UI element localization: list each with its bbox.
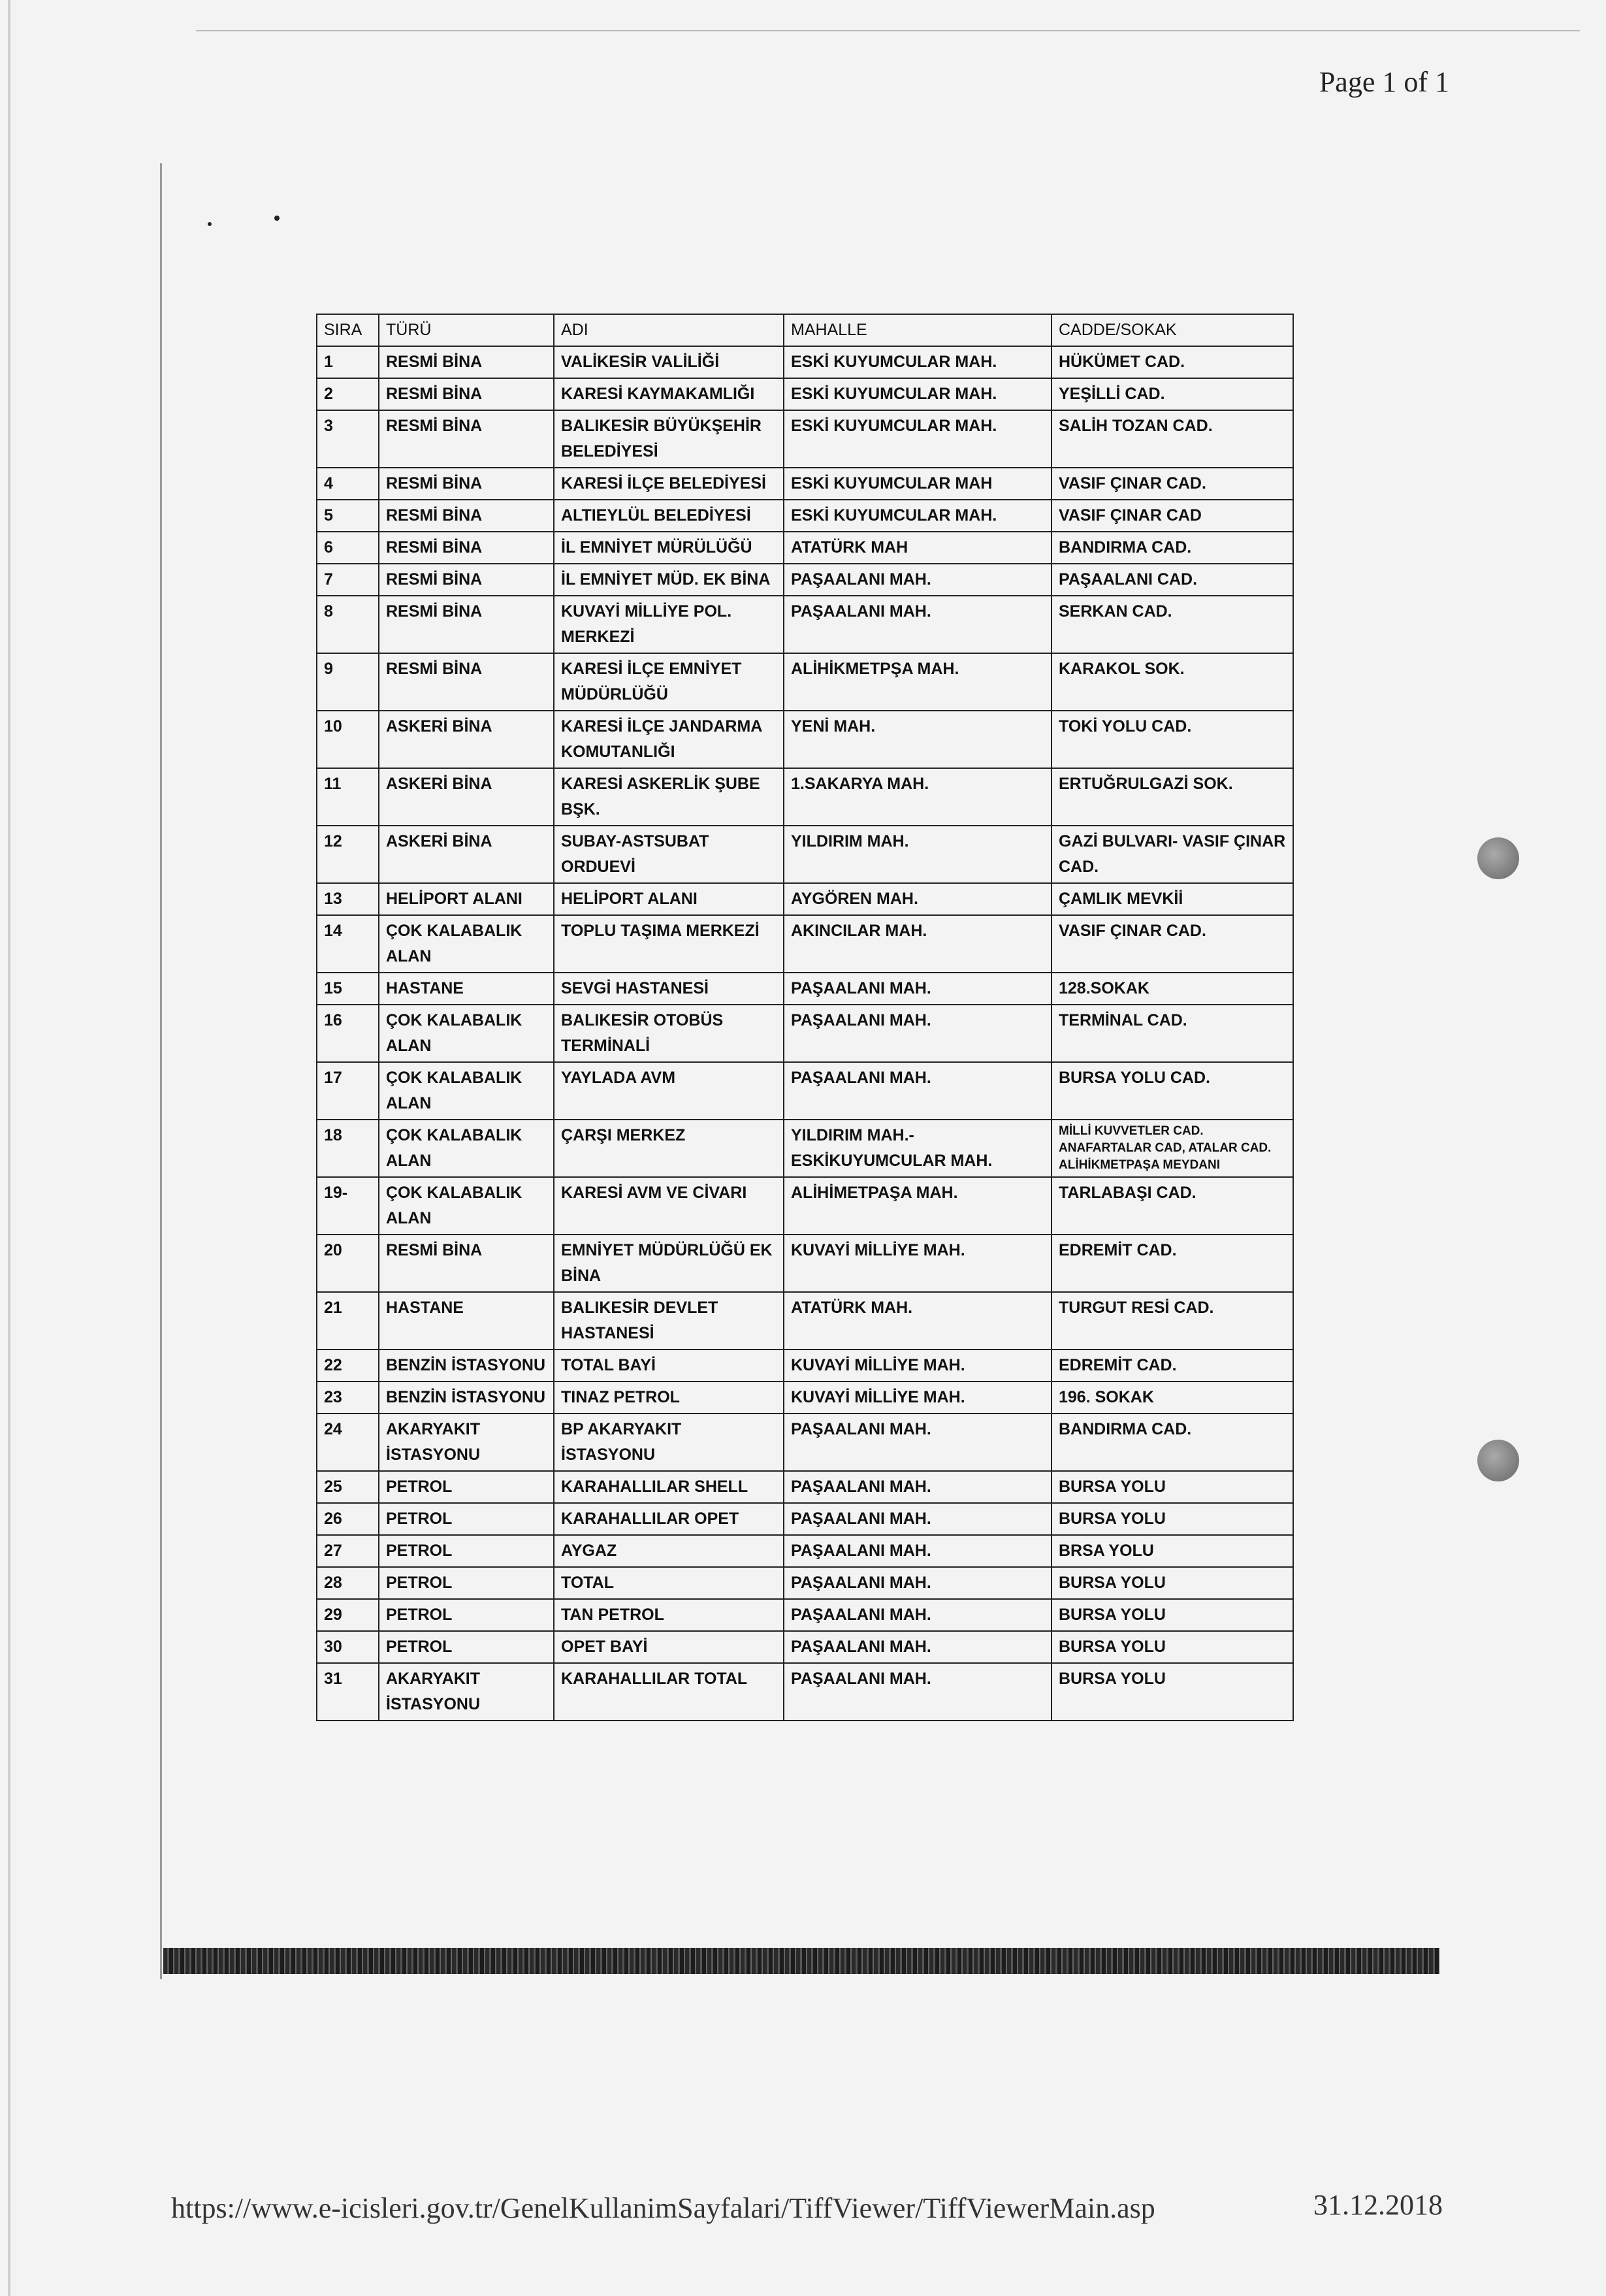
cell-mahalle: KUVAYİ MİLLİYE MAH. — [784, 1382, 1052, 1414]
cell-cadde-sokak: VASIF ÇINAR CAD. — [1052, 915, 1293, 973]
table-row — [317, 564, 1293, 596]
cell-turu: PETROL — [379, 1599, 554, 1631]
cell-cadde-sokak: TERMİNAL CAD. — [1052, 1005, 1293, 1062]
cell-cadde-sokak: SERKAN CAD. — [1052, 596, 1293, 653]
table-row — [317, 410, 1293, 468]
punch-hole — [1477, 1440, 1519, 1481]
cell-adi: VALİKESİR VALİLİĞİ — [554, 346, 784, 378]
scan-bottom-bar — [163, 1948, 1439, 1974]
cell-mahalle: PAŞAALANI MAH. — [784, 1503, 1052, 1535]
cell-turu: ÇOK KALABALIK ALAN — [379, 1177, 554, 1235]
cell-turu: PETROL — [379, 1503, 554, 1535]
cell-mahalle: ALİHİMETPAŞA MAH. — [784, 1177, 1052, 1235]
cell-adi: TOTAL BAYİ — [554, 1350, 784, 1382]
cell-turu: PETROL — [379, 1535, 554, 1567]
cell-sira: 17 — [317, 1062, 379, 1120]
cell-mahalle: PAŞAALANI MAH. — [784, 1599, 1052, 1631]
cell-mahalle: ESKİ KUYUMCULAR MAH — [784, 468, 1052, 500]
cell-adi: TOTAL — [554, 1567, 784, 1599]
cell-turu: RESMİ BİNA — [379, 532, 554, 564]
cell-mahalle: PAŞAALANI MAH. — [784, 596, 1052, 653]
cell-mahalle: ESKİ KUYUMCULAR MAH. — [784, 500, 1052, 532]
table-row — [317, 1567, 1293, 1599]
cell-cadde-sokak: 196. SOKAK — [1052, 1382, 1293, 1414]
table-row — [317, 500, 1293, 532]
cell-turu: ASKERİ BİNA — [379, 711, 554, 768]
cell-adi: SEVGİ HASTANESİ — [554, 973, 784, 1005]
cell-turu: RESMİ BİNA — [379, 346, 554, 378]
cell-cadde-sokak: VASIF ÇINAR CAD — [1052, 500, 1293, 532]
table-row — [317, 1471, 1293, 1503]
footer-date: 31.12.2018 — [1313, 2189, 1443, 2221]
footer-url: https://www.e-icisleri.gov.tr/GenelKullanimSayfalari/TiffViewer/TiffViewerMain.asp — [171, 2192, 1155, 2224]
cell-adi: BP AKARYAKIT İSTASYONU — [554, 1414, 784, 1471]
cell-cadde-sokak: BRSA YOLU — [1052, 1535, 1293, 1567]
cell-turu: RESMİ BİNA — [379, 410, 554, 468]
cell-sira: 31 — [317, 1663, 379, 1721]
cell-mahalle: PAŞAALANI MAH. — [784, 564, 1052, 596]
cell-adi: KARAHALLILAR OPET — [554, 1503, 784, 1535]
table-row — [317, 532, 1293, 564]
cell-sira: 1 — [317, 346, 379, 378]
cell-turu: ASKERİ BİNA — [379, 826, 554, 883]
cell-sira: 18 — [317, 1120, 379, 1177]
cell-mahalle: KUVAYİ MİLLİYE MAH. — [784, 1350, 1052, 1382]
cell-cadde-sokak: BURSA YOLU — [1052, 1599, 1293, 1631]
cell-adi: AYGAZ — [554, 1535, 784, 1567]
page-indicator: Page 1 of 1 — [1319, 66, 1449, 98]
cell-adi: KARESİ İLÇE BELEDİYESİ — [554, 468, 784, 500]
cell-turu: ÇOK KALABALIK ALAN — [379, 915, 554, 973]
cell-adi: EMNİYET MÜDÜRLÜĞÜ EK BİNA — [554, 1235, 784, 1292]
cell-sira: 20 — [317, 1235, 379, 1292]
cell-cadde-sokak: EDREMİT CAD. — [1052, 1350, 1293, 1382]
cell-adi: SUBAY-ASTSUBAT ORDUEVİ — [554, 826, 784, 883]
cell-turu: HASTANE — [379, 973, 554, 1005]
column-header-cadde-sokak: CADDE/SOKAK — [1052, 314, 1293, 346]
cell-mahalle: KUVAYİ MİLLİYE MAH. — [784, 1235, 1052, 1292]
cell-mahalle: YILDIRIM MAH.- ESKİKUYUMCULAR MAH. — [784, 1120, 1052, 1177]
cell-mahalle: AKINCILAR MAH. — [784, 915, 1052, 973]
cell-adi: KARESİ AVM VE CİVARI — [554, 1177, 784, 1235]
cell-cadde-sokak: GAZİ BULVARI- VASIF ÇINAR CAD. — [1052, 826, 1293, 883]
cell-sira: 13 — [317, 883, 379, 915]
cell-sira: 7 — [317, 564, 379, 596]
cell-sira: 8 — [317, 596, 379, 653]
cell-cadde-sokak: YEŞİLLİ CAD. — [1052, 378, 1293, 410]
table-row — [317, 1663, 1293, 1721]
cell-turu: AKARYAKIT İSTASYONU — [379, 1414, 554, 1471]
table-row — [317, 346, 1293, 378]
cell-cadde-sokak: BURSA YOLU — [1052, 1567, 1293, 1599]
cell-turu: ASKERİ BİNA — [379, 768, 554, 826]
cell-turu: RESMİ BİNA — [379, 653, 554, 711]
cell-cadde-sokak: BANDIRMA CAD. — [1052, 532, 1293, 564]
cell-cadde-sokak: ERTUĞRULGAZİ SOK. — [1052, 768, 1293, 826]
cell-cadde-sokak: HÜKÜMET CAD. — [1052, 346, 1293, 378]
cell-cadde-sokak: ÇAMLIK MEVKİİ — [1052, 883, 1293, 915]
cell-cadde-sokak: TURGUT RESİ CAD. — [1052, 1292, 1293, 1350]
cell-cadde-sokak: BANDIRMA CAD. — [1052, 1414, 1293, 1471]
column-header-turu: TÜRÜ — [379, 314, 554, 346]
table-row — [317, 596, 1293, 653]
cell-adi: YAYLADA AVM — [554, 1062, 784, 1120]
cell-sira: 11 — [317, 768, 379, 826]
cell-sira: 4 — [317, 468, 379, 500]
cell-cadde-sokak: TARLABAŞI CAD. — [1052, 1177, 1293, 1235]
table-row — [317, 653, 1293, 711]
cell-mahalle: PAŞAALANI MAH. — [784, 1535, 1052, 1567]
cell-adi: KARAHALLILAR TOTAL — [554, 1663, 784, 1721]
cell-sira: 29 — [317, 1599, 379, 1631]
cell-turu: RESMİ BİNA — [379, 564, 554, 596]
cell-sira: 16 — [317, 1005, 379, 1062]
cell-adi: KUVAYİ MİLLİYE POL. MERKEZİ — [554, 596, 784, 653]
cell-sira: 14 — [317, 915, 379, 973]
cell-sira: 2 — [317, 378, 379, 410]
cell-adi: ÇARŞI MERKEZ — [554, 1120, 784, 1177]
table-row — [317, 1235, 1293, 1292]
cell-mahalle: YENİ MAH. — [784, 711, 1052, 768]
table-body — [317, 346, 1293, 1721]
scan-inner-rule — [160, 163, 162, 1979]
cell-turu: HASTANE — [379, 1292, 554, 1350]
cell-adi: TOPLU TAŞIMA MERKEZİ — [554, 915, 784, 973]
cell-sira: 28 — [317, 1567, 379, 1599]
cell-cadde-sokak: SALİH TOZAN CAD. — [1052, 410, 1293, 468]
table-row — [317, 378, 1293, 410]
table-row — [317, 883, 1293, 915]
cell-mahalle: PAŞAALANI MAH. — [784, 1414, 1052, 1471]
column-header-adi: ADI — [554, 314, 784, 346]
cell-mahalle: PAŞAALANI MAH. — [784, 973, 1052, 1005]
table-row — [317, 1535, 1293, 1567]
cell-cadde-sokak: BURSA YOLU — [1052, 1471, 1293, 1503]
cell-turu: BENZİN İSTASYONU — [379, 1350, 554, 1382]
cell-sira: 3 — [317, 410, 379, 468]
cell-turu: HELİPORT ALANI — [379, 883, 554, 915]
cell-mahalle: 1.SAKARYA MAH. — [784, 768, 1052, 826]
cell-sira: 22 — [317, 1350, 379, 1382]
table-row — [317, 826, 1293, 883]
table-row — [317, 1005, 1293, 1062]
cell-mahalle: PAŞAALANI MAH. — [784, 1471, 1052, 1503]
cell-cadde-sokak: BURSA YOLU — [1052, 1631, 1293, 1663]
table-row — [317, 1503, 1293, 1535]
cell-mahalle: PAŞAALANI MAH. — [784, 1005, 1052, 1062]
cell-sira: 15 — [317, 973, 379, 1005]
cell-mahalle: ESKİ KUYUMCULAR MAH. — [784, 378, 1052, 410]
scan-page-edge — [8, 0, 10, 2296]
cell-sira: 21 — [317, 1292, 379, 1350]
cell-adi: BALIKESİR DEVLET HASTANESİ — [554, 1292, 784, 1350]
table-header-row — [317, 314, 1293, 346]
cell-mahalle: PAŞAALANI MAH. — [784, 1631, 1052, 1663]
cell-turu: ÇOK KALABALIK ALAN — [379, 1005, 554, 1062]
cell-mahalle: ATATÜRK MAH — [784, 532, 1052, 564]
table-row — [317, 973, 1293, 1005]
cell-turu: RESMİ BİNA — [379, 468, 554, 500]
cell-turu: RESMİ BİNA — [379, 378, 554, 410]
cell-cadde-sokak: TOKİ YOLU CAD. — [1052, 711, 1293, 768]
table-row — [317, 1292, 1293, 1350]
cell-turu: RESMİ BİNA — [379, 500, 554, 532]
cell-mahalle: ATATÜRK MAH. — [784, 1292, 1052, 1350]
cell-cadde-sokak: MİLLİ KUVVETLER CAD. ANAFARTALAR CAD, ATALAR CAD. ALİHİKMETPAŞA MEYDANI — [1052, 1120, 1293, 1177]
cell-sira: 26 — [317, 1503, 379, 1535]
cell-sira: 25 — [317, 1471, 379, 1503]
table-row — [317, 468, 1293, 500]
cell-adi: OPET BAYİ — [554, 1631, 784, 1663]
cell-adi: KARESİ KAYMAKAMLIĞI — [554, 378, 784, 410]
cell-sira: 27 — [317, 1535, 379, 1567]
table-row — [317, 1177, 1293, 1235]
cell-turu: PETROL — [379, 1471, 554, 1503]
scan-speck — [208, 222, 212, 226]
cell-turu: PETROL — [379, 1567, 554, 1599]
table-row — [317, 711, 1293, 768]
cell-sira: 5 — [317, 500, 379, 532]
cell-mahalle: YILDIRIM MAH. — [784, 826, 1052, 883]
cell-turu: PETROL — [379, 1631, 554, 1663]
cell-adi: KARESİ İLÇE EMNİYET MÜDÜRLÜĞÜ — [554, 653, 784, 711]
punch-hole — [1477, 837, 1519, 879]
table-row — [317, 768, 1293, 826]
cell-sira: 19- — [317, 1177, 379, 1235]
table-row — [317, 915, 1293, 973]
cell-cadde-sokak: VASIF ÇINAR CAD. — [1052, 468, 1293, 500]
cell-cadde-sokak: PAŞAALANI CAD. — [1052, 564, 1293, 596]
cell-cadde-sokak: BURSA YOLU — [1052, 1503, 1293, 1535]
cell-adi: TAN PETROL — [554, 1599, 784, 1631]
cell-cadde-sokak: KARAKOL SOK. — [1052, 653, 1293, 711]
cell-sira: 23 — [317, 1382, 379, 1414]
cell-cadde-sokak: EDREMİT CAD. — [1052, 1235, 1293, 1292]
cell-adi: HELİPORT ALANI — [554, 883, 784, 915]
table-row — [317, 1631, 1293, 1663]
cell-turu: RESMİ BİNA — [379, 596, 554, 653]
cell-sira: 30 — [317, 1631, 379, 1663]
scan-top-rule — [196, 30, 1580, 31]
cell-sira: 6 — [317, 532, 379, 564]
table-row — [317, 1599, 1293, 1631]
cell-sira: 9 — [317, 653, 379, 711]
scan-speck — [274, 216, 280, 221]
cell-sira: 12 — [317, 826, 379, 883]
table-row — [317, 1414, 1293, 1471]
cell-mahalle: ESKİ KUYUMCULAR MAH. — [784, 346, 1052, 378]
table-row — [317, 1062, 1293, 1120]
cell-cadde-sokak: BURSA YOLU CAD. — [1052, 1062, 1293, 1120]
cell-adi: KARAHALLILAR SHELL — [554, 1471, 784, 1503]
cell-adi: BALIKESİR OTOBÜS TERMİNALİ — [554, 1005, 784, 1062]
column-header-mahalle: MAHALLE — [784, 314, 1052, 346]
cell-mahalle: ESKİ KUYUMCULAR MAH. — [784, 410, 1052, 468]
cell-mahalle: PAŞAALANI MAH. — [784, 1663, 1052, 1721]
table-row — [317, 1382, 1293, 1414]
location-table — [316, 314, 1294, 1721]
cell-mahalle: PAŞAALANI MAH. — [784, 1062, 1052, 1120]
cell-turu: ÇOK KALABALIK ALAN — [379, 1062, 554, 1120]
cell-turu: ÇOK KALABALIK ALAN — [379, 1120, 554, 1177]
cell-turu: BENZİN İSTASYONU — [379, 1382, 554, 1414]
cell-mahalle: AYGÖREN MAH. — [784, 883, 1052, 915]
table-row — [317, 1350, 1293, 1382]
cell-mahalle: ALİHİKMETPŞA MAH. — [784, 653, 1052, 711]
cell-adi: BALIKESİR BÜYÜKŞEHİR BELEDİYESİ — [554, 410, 784, 468]
cell-turu: RESMİ BİNA — [379, 1235, 554, 1292]
cell-sira: 24 — [317, 1414, 379, 1471]
cell-adi: ALTIEYLÜL BELEDİYESİ — [554, 500, 784, 532]
cell-adi: İL EMNİYET MÜD. EK BİNA — [554, 564, 784, 596]
cell-adi: KARESİ ASKERLİK ŞUBE BŞK. — [554, 768, 784, 826]
cell-adi: İL EMNİYET MÜRÜLÜĞÜ — [554, 532, 784, 564]
cell-cadde-sokak: 128.SOKAK — [1052, 973, 1293, 1005]
cell-sira: 10 — [317, 711, 379, 768]
location-table-container — [316, 314, 1293, 1721]
cell-adi: KARESİ İLÇE JANDARMA KOMUTANLIĞI — [554, 711, 784, 768]
cell-adi: TINAZ PETROL — [554, 1382, 784, 1414]
cell-cadde-sokak: BURSA YOLU — [1052, 1663, 1293, 1721]
table-row — [317, 1120, 1293, 1177]
column-header-sira: SIRA — [317, 314, 379, 346]
cell-mahalle: PAŞAALANI MAH. — [784, 1567, 1052, 1599]
cell-turu: AKARYAKIT İSTASYONU — [379, 1663, 554, 1721]
